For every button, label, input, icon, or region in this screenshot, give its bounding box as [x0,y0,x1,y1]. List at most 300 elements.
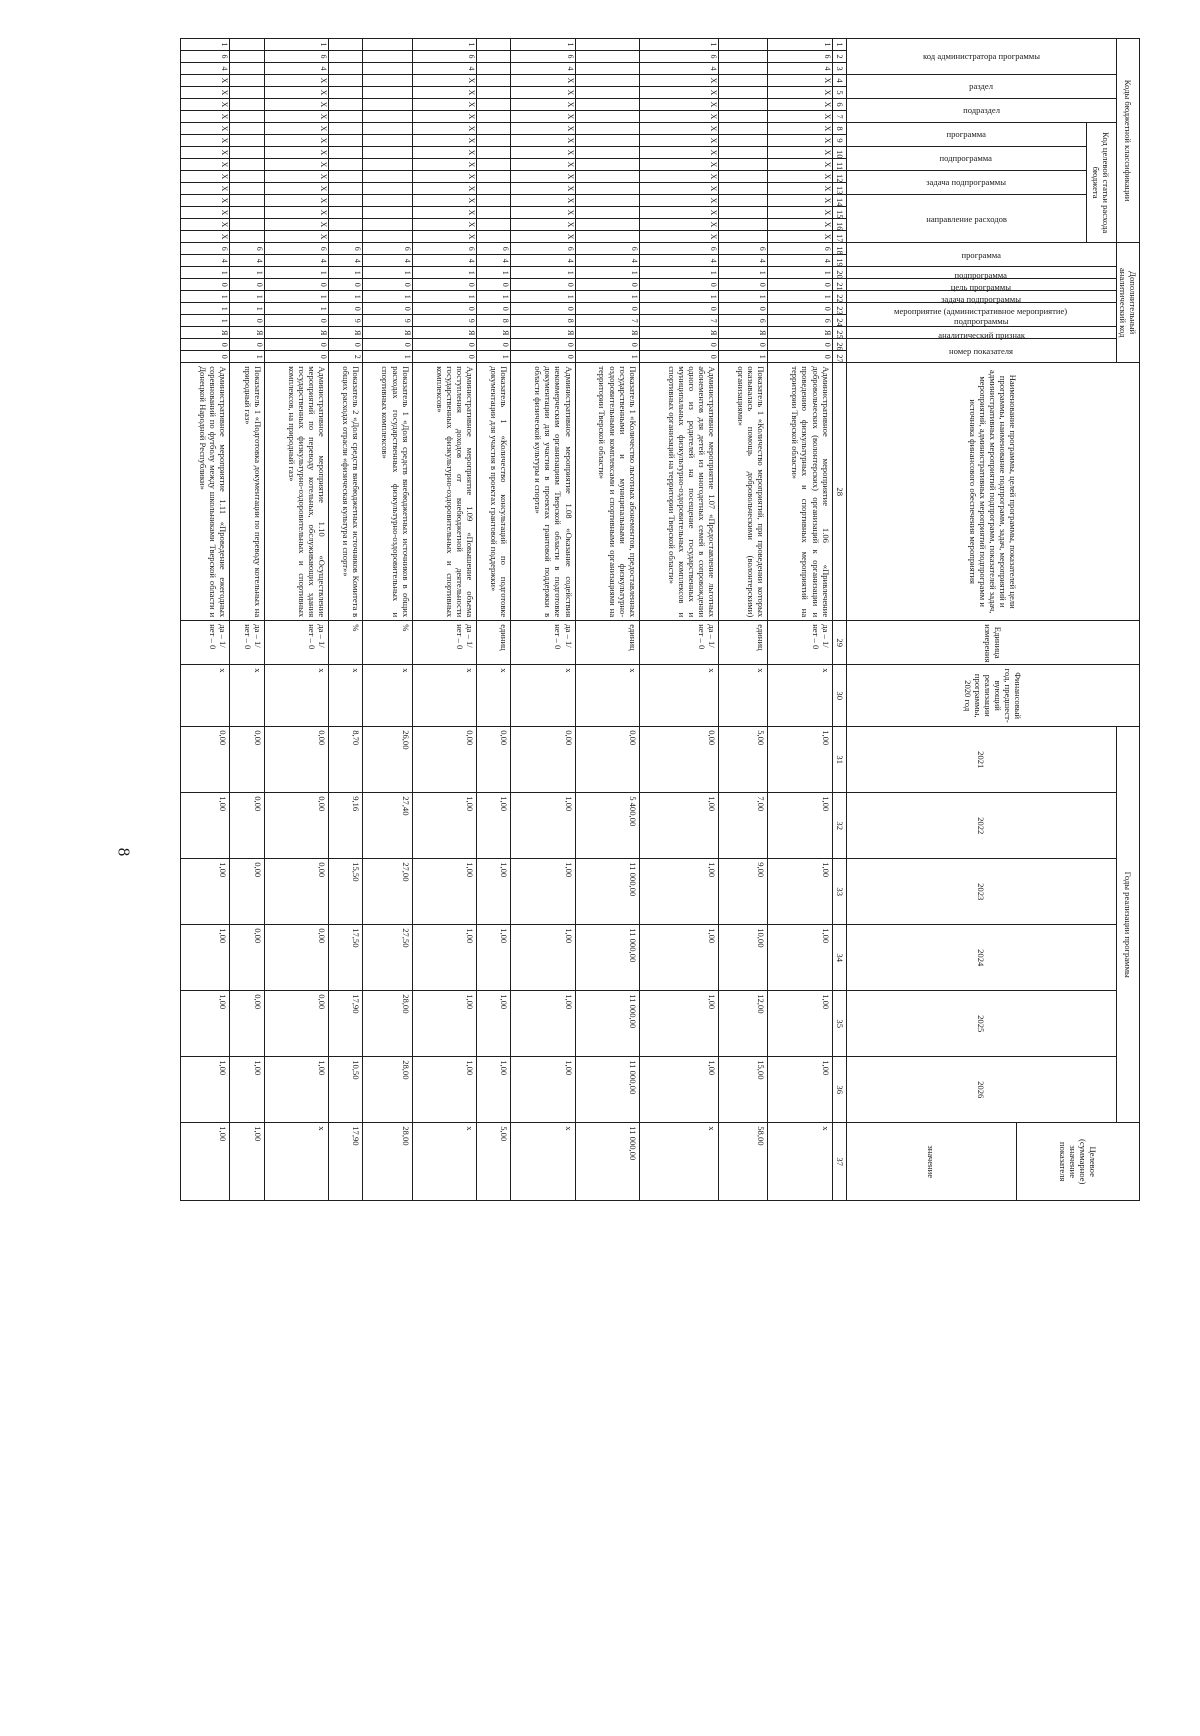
column-number: 37 [832,1123,846,1201]
column-number: 28 [832,363,846,621]
code-cell: X [412,195,476,207]
code-cell: 0 [768,351,832,363]
code-cell: 4 [719,255,768,267]
code-cell [575,51,639,63]
row-year-value: 0,00 [639,727,718,793]
code-cell: 1 [412,267,476,279]
row-target-value: x [511,1123,575,1201]
header-year-2022: 2022 [846,793,1116,859]
code-cell: X [181,87,230,99]
code-cell: X [511,111,575,123]
row-year-value: 1,00 [181,859,230,925]
row-fin-year: x [230,665,264,727]
row-name: Административное мероприятие 1.08 «Оказание содействия некоммерческим организациям Тверской области в подготовке документации для участия в проектах грантовой поддержки в области физической культуры и спорта» [511,363,575,621]
code-cell: 6 [639,51,718,63]
row-fin-year: x [719,665,768,727]
code-cell [719,159,768,171]
code-cell: X [639,123,718,135]
code-cell [575,135,639,147]
row-name: Административное мероприятие 1.09 «Повышение объема поступления доходов от внебюджетной деятельности государственных физкультурно-оздоровительных и спортивных комплексов» [412,363,476,621]
code-cell: 0 [329,303,363,315]
code-cell [329,195,363,207]
row-year-value: 1,00 [412,859,476,925]
code-cell: 1 [476,267,510,279]
code-cell [329,159,363,171]
row-year-value: 1,00 [476,991,510,1057]
row-unit: % [329,621,363,665]
column-number: 6 [832,99,846,111]
row-target-value: 58,00 [719,1123,768,1201]
code-cell: 1 [476,351,510,363]
code-cell: 0 [768,279,832,291]
code-cell: Я [719,327,768,339]
code-cell: X [768,87,832,99]
code-cell: 0 [719,303,768,315]
row-year-value: 11 000,00 [575,859,639,925]
code-cell: X [511,231,575,243]
row-year-value: 1,00 [511,991,575,1057]
header-expense-direction: направление расходов [846,195,1086,243]
table-row [363,39,412,1201]
column-numbers-row [832,39,846,1201]
column-number: 27 [832,351,846,363]
code-cell: 1 [181,303,230,315]
row-year-value: 1,00 [768,727,832,793]
code-cell: 0 [511,279,575,291]
code-cell: X [181,111,230,123]
row-unit: единиц [575,621,639,665]
code-cell: Я [181,327,230,339]
code-cell: 0 [264,351,328,363]
code-cell [230,87,264,99]
code-cell: X [181,135,230,147]
row-year-value: 1,00 [412,991,476,1057]
code-cell: X [768,135,832,147]
code-cell: X [768,99,832,111]
code-cell: 1 [412,39,476,51]
header-unit: Единица измерения [846,621,1139,665]
code-cell [230,63,264,75]
code-cell [575,87,639,99]
code-cell [363,147,412,159]
code-cell [230,135,264,147]
header-analytic-sign: аналитический признак [846,327,1116,339]
code-cell [230,231,264,243]
code-cell: X [264,147,328,159]
row-target-value: 1,00 [181,1123,230,1201]
code-cell: 0 [329,339,363,351]
code-cell [363,171,412,183]
table-row [511,39,575,1201]
code-cell [363,99,412,111]
header-target-sub: значение [846,1123,1016,1201]
row-fin-year: x [363,665,412,727]
code-cell: 1 [181,315,230,327]
row-name: Административное мероприятие 1.06 «Привлечение добровольческих (волонтерских) организаций к организации и проведению физкультурных и спортивных мероприятий на территории Тверской области» [768,363,832,621]
code-cell: X [412,207,476,219]
code-cell: X [768,75,832,87]
code-cell: 0 [639,351,718,363]
code-cell [575,123,639,135]
row-year-value: 1,00 [476,793,510,859]
row-year-value: 1,00 [511,793,575,859]
table-row [639,39,718,1201]
code-cell [575,75,639,87]
row-name: Показатель 1 «Количество консультаций по подготовке документации для участия в проектах грантовой поддержки» [476,363,510,621]
code-cell: 4 [181,63,230,75]
row-year-value: 28,00 [363,991,412,1057]
code-cell: X [264,231,328,243]
row-year-value: 1,00 [768,793,832,859]
row-year-value: 1,00 [412,1057,476,1123]
code-cell: X [264,207,328,219]
code-cell: 1 [575,267,639,279]
row-fin-year: x [639,665,718,727]
column-number: 25 [832,327,846,339]
header-fin-year: Финансовый год, предшест-вующий реализации программы, 2020 год [846,665,1139,727]
row-year-value: 9,00 [719,859,768,925]
code-cell: 6 [639,243,718,255]
code-cell: X [264,99,328,111]
code-cell [363,63,412,75]
row-year-value: 1,00 [181,1057,230,1123]
code-cell: X [181,159,230,171]
code-cell [575,219,639,231]
code-cell: 4 [412,255,476,267]
table-body [181,39,833,1201]
code-cell: X [639,195,718,207]
code-cell: 0 [575,339,639,351]
row-fin-year: x [511,665,575,727]
header-year-2025: 2025 [846,991,1116,1057]
code-cell [363,231,412,243]
code-cell: 9 [363,315,412,327]
code-cell: X [181,123,230,135]
code-cell: X [511,123,575,135]
code-cell: 0 [264,279,328,291]
code-cell [476,135,510,147]
column-number: 10 [832,147,846,159]
code-cell: 6 [264,51,328,63]
code-cell [575,207,639,219]
code-cell [329,75,363,87]
row-year-value: 1,00 [264,1057,328,1123]
code-cell: 4 [639,255,718,267]
code-cell: X [768,111,832,123]
code-cell: 4 [230,255,264,267]
code-cell: 1 [181,39,230,51]
code-cell: 1 [768,291,832,303]
code-cell: X [768,123,832,135]
code-cell: X [639,147,718,159]
row-fin-year: x [412,665,476,727]
code-cell: 6 [181,51,230,63]
code-cell [329,207,363,219]
code-cell: 1 [264,267,328,279]
code-cell: X [768,183,832,195]
code-cell: 0 [511,339,575,351]
row-year-value: 27,50 [363,925,412,991]
code-cell: X [768,219,832,231]
code-cell: 0 [363,339,412,351]
code-cell: 0 [639,339,718,351]
header-years-title: Годы реализации программы [1116,727,1139,1123]
table-row [575,39,639,1201]
row-year-value: 1,00 [230,1057,264,1123]
code-cell: 6 [768,51,832,63]
code-cell [363,51,412,63]
row-year-value: 0,00 [264,991,328,1057]
code-cell: 6 [575,243,639,255]
code-cell: 4 [181,255,230,267]
row-name: Показатель 2 «Доля средств внебюджетных источников Комитета в общих расходах отрасли «физическая культура и спорт»» [329,363,363,621]
row-fin-year: x [575,665,639,727]
code-cell: 9 [329,315,363,327]
row-year-value: 11 000,00 [575,1057,639,1123]
code-cell [719,183,768,195]
header-indicator-no: номер показателя [846,339,1116,363]
code-cell: X [412,147,476,159]
column-number: 15 [832,207,846,219]
code-cell [329,219,363,231]
code-cell [230,195,264,207]
code-cell: X [264,123,328,135]
row-year-value: 0,00 [476,727,510,793]
row-year-value: 1,00 [639,925,718,991]
code-cell: X [768,231,832,243]
code-cell: 1 [639,267,718,279]
column-number: 13 [832,183,846,195]
code-cell [230,75,264,87]
code-cell: 0 [575,279,639,291]
column-number: 4 [832,75,846,87]
row-target-value: x [412,1123,476,1201]
code-cell: 1 [412,291,476,303]
code-cell: X [639,99,718,111]
row-year-value: 27,40 [363,793,412,859]
code-cell [230,111,264,123]
code-cell: X [181,147,230,159]
code-cell [476,87,510,99]
code-cell: X [412,99,476,111]
code-cell: 1 [639,39,718,51]
row-year-value: 1,00 [181,793,230,859]
column-number: 1 [832,39,846,51]
code-cell: X [264,171,328,183]
code-cell: 4 [575,255,639,267]
column-number: 20 [832,267,846,279]
code-cell: 0 [639,279,718,291]
code-cell: 0 [476,279,510,291]
row-year-value: 0,00 [264,727,328,793]
row-unit: да – 1/ нет – 0 [511,621,575,665]
table-row [719,39,768,1201]
header-program: программа [846,123,1086,147]
column-number: 22 [832,291,846,303]
code-cell: X [639,219,718,231]
row-year-value: 17,50 [329,925,363,991]
column-number: 8 [832,123,846,135]
code-cell [476,159,510,171]
row-year-value: 7,00 [719,793,768,859]
code-cell: X [639,171,718,183]
code-cell [476,51,510,63]
code-cell: 0 [575,303,639,315]
code-cell: 0 [639,303,718,315]
header-measure: мероприятие (административное мероприятие) подпрограммы [846,303,1116,327]
code-cell: 1 [264,303,328,315]
code-cell: X [511,207,575,219]
code-cell: X [412,111,476,123]
code-cell: X [639,231,718,243]
code-cell [230,39,264,51]
row-year-value: 1,00 [639,793,718,859]
code-cell: Я [412,327,476,339]
code-cell [575,183,639,195]
header-target-title: Целевое (суммарное) значение показателя [1016,1123,1139,1201]
header-section: раздел [846,75,1116,99]
column-number: 35 [832,991,846,1057]
code-cell [476,207,510,219]
program-table-rotated [0,38,1140,1736]
code-cell: 0 [719,279,768,291]
code-cell: X [511,135,575,147]
code-cell [230,99,264,111]
code-cell: 6 [719,243,768,255]
code-cell [476,183,510,195]
row-year-value: 26,00 [363,727,412,793]
code-cell: 4 [329,255,363,267]
code-cell: 8 [476,315,510,327]
column-number: 5 [832,87,846,99]
code-cell: X [511,99,575,111]
code-cell: X [511,183,575,195]
column-number: 33 [832,859,846,925]
code-cell: 0 [181,339,230,351]
code-cell [575,63,639,75]
code-cell [363,219,412,231]
code-cell: X [511,75,575,87]
code-cell [719,51,768,63]
row-fin-year: x [264,665,328,727]
row-year-value: 15,50 [329,859,363,925]
column-number: 7 [832,111,846,123]
code-cell: 9 [412,315,476,327]
code-cell [575,195,639,207]
code-cell: 1 [230,291,264,303]
row-fin-year: x [476,665,510,727]
row-unit: да – 1/ нет – 0 [412,621,476,665]
code-cell: X [412,159,476,171]
code-cell [476,147,510,159]
code-cell: X [412,123,476,135]
code-cell: X [639,183,718,195]
code-cell [363,135,412,147]
code-cell [719,123,768,135]
code-cell: X [412,231,476,243]
code-cell: X [412,183,476,195]
code-cell: 1 [363,267,412,279]
row-year-value: 12,00 [719,991,768,1057]
code-cell [363,195,412,207]
code-cell: X [639,207,718,219]
code-cell [476,39,510,51]
header-year-2023: 2023 [846,859,1116,925]
code-cell: X [181,195,230,207]
code-cell [476,123,510,135]
row-year-value: 1,00 [181,991,230,1057]
code-cell: 0 [476,339,510,351]
code-cell: X [511,87,575,99]
code-cell: 1 [511,39,575,51]
column-number: 11 [832,159,846,171]
code-cell: 0 [719,339,768,351]
row-year-value: 0,00 [230,793,264,859]
row-name: Показатель 1 «Доля средств внебюджетных источников в общих расходах государственных физкультурно-оздоровительных и спортивных комплексов» [363,363,412,621]
row-year-value: 0,00 [412,727,476,793]
row-year-value: 0,00 [264,859,328,925]
code-cell: X [264,159,328,171]
row-year-value: 1,00 [511,925,575,991]
row-year-value: 0,00 [230,727,264,793]
code-cell [230,147,264,159]
code-cell: 4 [768,255,832,267]
code-cell: 0 [181,279,230,291]
code-cell: 1 [768,39,832,51]
code-cell [476,75,510,87]
code-cell: 1 [768,267,832,279]
code-cell [476,99,510,111]
row-year-value: 1,00 [768,1057,832,1123]
code-cell: X [264,87,328,99]
code-cell: 0 [363,279,412,291]
code-cell [329,111,363,123]
row-year-value: 1,00 [768,925,832,991]
code-cell: X [639,75,718,87]
row-year-value: 9,16 [329,793,363,859]
code-cell [329,63,363,75]
row-year-value: 1,00 [639,859,718,925]
code-cell: X [768,147,832,159]
code-cell: 6 [511,51,575,63]
code-cell [476,63,510,75]
column-number: 19 [832,255,846,267]
column-number: 23 [832,303,846,315]
header-subprogram: подпрограмма [846,147,1086,171]
code-cell: X [639,111,718,123]
code-cell: 1 [719,351,768,363]
code-cell [230,159,264,171]
program-indicators-table [180,38,1140,1201]
column-number: 3 [832,63,846,75]
row-year-value: 5 400,00 [575,793,639,859]
column-number: 12 [832,171,846,183]
code-cell [719,231,768,243]
code-cell: Я [329,327,363,339]
header-year-2026: 2026 [846,1057,1116,1123]
code-cell: X [264,111,328,123]
code-cell: 1 [181,291,230,303]
row-year-value: 0,00 [230,991,264,1057]
column-number: 16 [832,219,846,231]
code-cell [476,171,510,183]
code-cell [329,39,363,51]
code-cell: X [511,219,575,231]
code-cell: 0 [768,339,832,351]
code-cell: X [264,219,328,231]
code-cell [575,171,639,183]
column-number: 26 [832,339,846,351]
